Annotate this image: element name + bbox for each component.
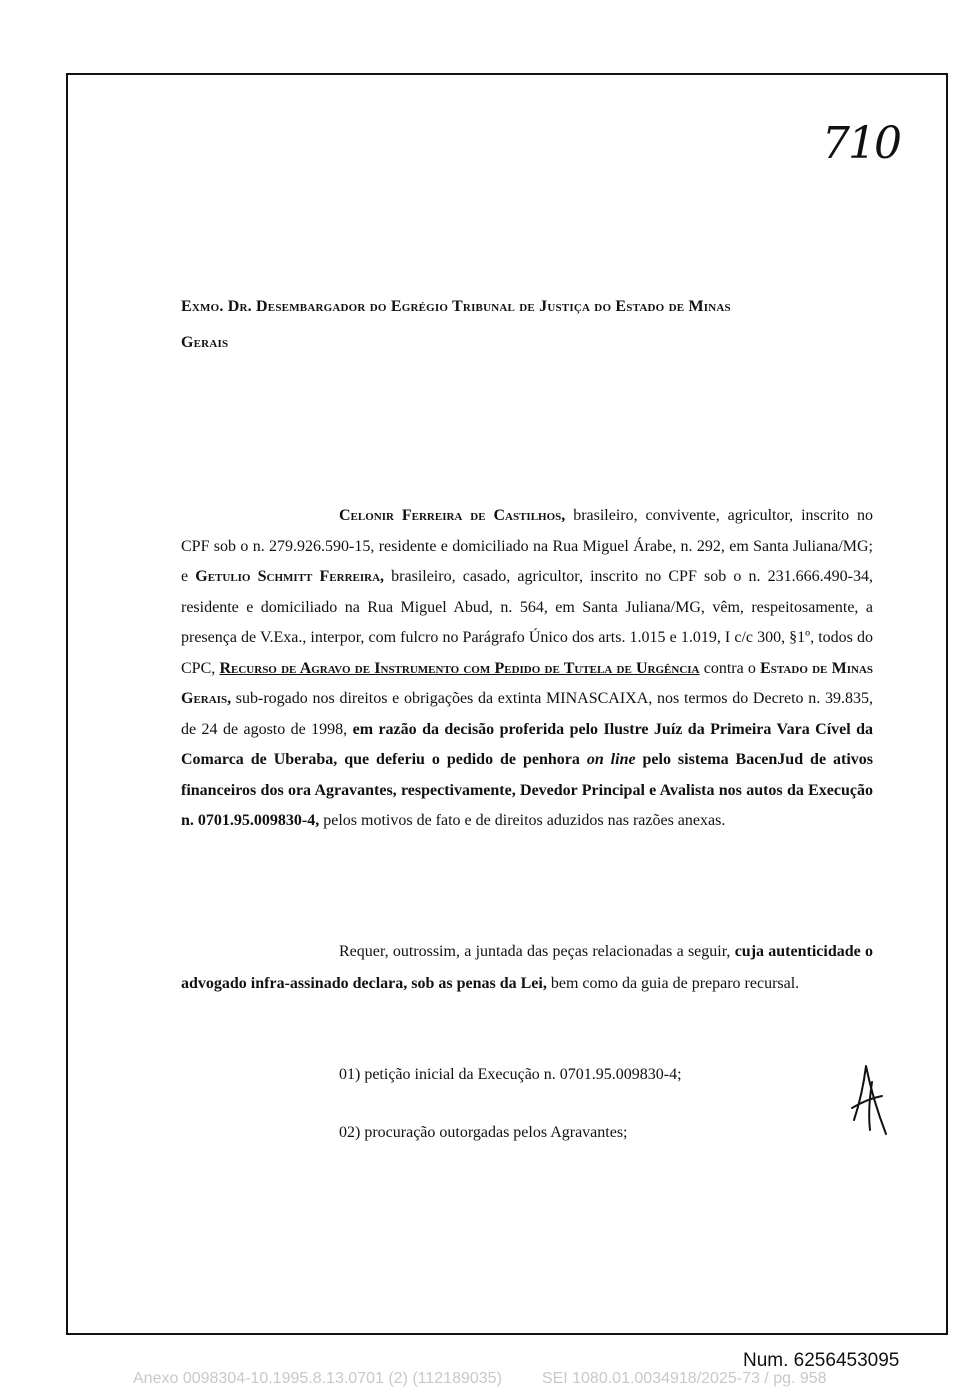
party-2-name: Getulio Schmitt Ferreira, (195, 568, 385, 585)
request-bold: cuja autenticidade o advogado infra-assinado declara, sob as penas da Lei, (181, 943, 874, 992)
respondent-details: sub-rogado nos direitos e obrigações da extinta MINASCAIXA, nos termos do Decreto n. 39.835, de 24 de agosto de 1998, (181, 690, 873, 738)
attachment-item-2: 02) procuração outorgadas pelos Agravantes; (339, 1124, 628, 1141)
addressee-line-1: Exmo. Dr. Desembargador do Egrégio Tribunal de Justiça do Estado de Minas (181, 298, 731, 315)
document-number: Num. 6256453095 (743, 1350, 900, 1371)
footer-metadata (133, 1370, 827, 1388)
handwritten-initials-signature (846, 1062, 890, 1142)
respondent-name: Estado de Minas Gerais, (181, 659, 873, 707)
party-1-name: Celonir Ferreira de Castilhos, (339, 507, 566, 524)
decision-text-bold-1: em razão da decisão proferida pelo Ilustre Juíz da Primeira Vara Cível da Comarca de Uberaba, que deferiu o pedido de penhora (181, 720, 874, 768)
appeal-title: Recurso de Agravo de Instrumento com Pedido de Tutela de Urgência (219, 659, 700, 677)
request-intro: Requer, outrossim, a juntada das peças relacionadas a seguir, (339, 943, 735, 960)
closing-text: pelos motivos de fato e de direitos aduzidos nas razões anexas. (319, 812, 726, 829)
against-text: contra o (699, 659, 761, 677)
party-1-details: brasileiro, convivente, agricultor, inscrito no CPF sob o n. 279.926.590-15, residente e domiciliado na Rua Miguel Árabe, n. 292, em Santa Juliana/MG; e (181, 507, 873, 585)
sei-reference: SEI 1080.01.0034918/2025-73 / pg. 958 (541, 1370, 827, 1387)
scan-border-left (66, 73, 68, 1335)
scan-border-right (946, 73, 948, 1335)
addressee-heading (181, 289, 873, 361)
addressee-line-2: Gerais (181, 334, 229, 351)
scan-border-bottom (66, 1333, 948, 1335)
request-tail: bem como da guia de preparo recursal. (546, 975, 800, 992)
annex-reference: Anexo 0098304-10.1995.8.13.0701 (2) (112189035) (133, 1370, 502, 1387)
handwritten-page-number: 710 (822, 118, 900, 169)
attachment-item-1: 01) petição inicial da Execução n. 0701.95.009830-4; (339, 1066, 682, 1083)
scan-border-top (66, 73, 948, 75)
request-paragraph (181, 936, 873, 1000)
decision-text-bold-2: pelo sistema BacenJud de ativos financeiros dos ora Agravantes, respectivamente, Devedor Principal e Avalista nos autos da Execução n. 0701.95.009830-4, (181, 751, 874, 829)
party-2-details: brasileiro, casado, agricultor, inscrito no CPF sob o n. 231.666.490-34, residente e domiciliado na Rua Miguel Abud, n. 564, em Santa Juliana/MG, vêm, respeitosamente, a presença de V.Exa., interpor, com fulcro no Parágrafo Único dos arts. 1.015 e 1.019, I c/c 300, §1º, todos do CPC, (181, 568, 873, 677)
petition-paragraph (181, 501, 873, 837)
decision-text-italic: on line (586, 751, 636, 768)
